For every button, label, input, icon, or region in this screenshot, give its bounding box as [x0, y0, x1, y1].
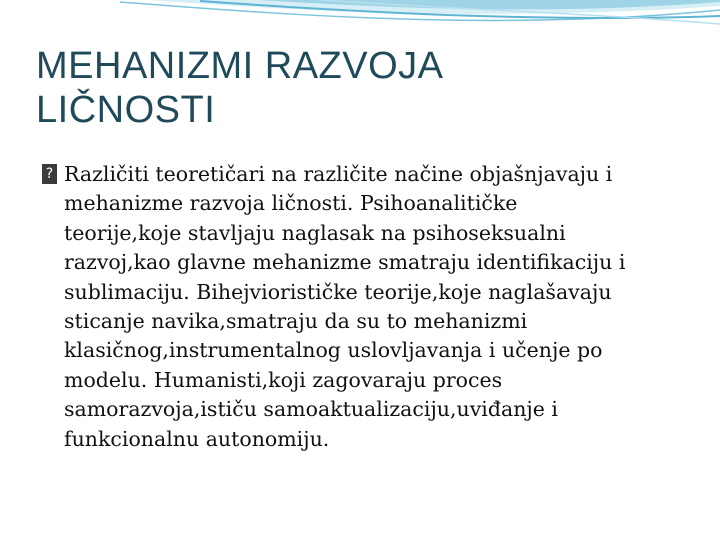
- body-line-7: klasičnog,instrumentalnog uslovljavanja i učenje po: [64, 338, 603, 363]
- slide-body: [42, 160, 692, 454]
- body-line-9: samorazvoja,ističu samoaktualizaciju,uviđanje i: [64, 397, 558, 422]
- slide-title-line-1: MEHANIZMI RAZVOJA: [36, 45, 444, 87]
- body-line-3: teorije,koje stavljaju naglasak na psihoseksualni: [64, 220, 566, 245]
- bullet-paragraph: [42, 160, 692, 454]
- body-line-5: sublimaciju. Bihejviorističke teorije,koje naglašavaju: [64, 279, 612, 304]
- body-line-1: Različiti teoretičari na različite načine objašnjavaju i: [64, 162, 613, 186]
- bullet-placeholder-icon: ?: [42, 164, 57, 184]
- slide-title-line-2: LIČNOSTI: [36, 89, 216, 131]
- body-line-6: sticanje navika,smatraju da su to mehanizmi: [64, 309, 528, 334]
- body-line-4: razvoj,kao glavne mehanizme smatraju identifikaciju i: [64, 250, 626, 275]
- body-line-10: funkcionalnu autonomiju.: [64, 426, 330, 451]
- slide-title: [36, 44, 676, 132]
- body-line-8: modelu. Humanisti,koji zagovaraju proces: [64, 367, 503, 392]
- body-line-2: mehanizme razvoja ličnosti. Psihoanalitičke: [64, 191, 518, 216]
